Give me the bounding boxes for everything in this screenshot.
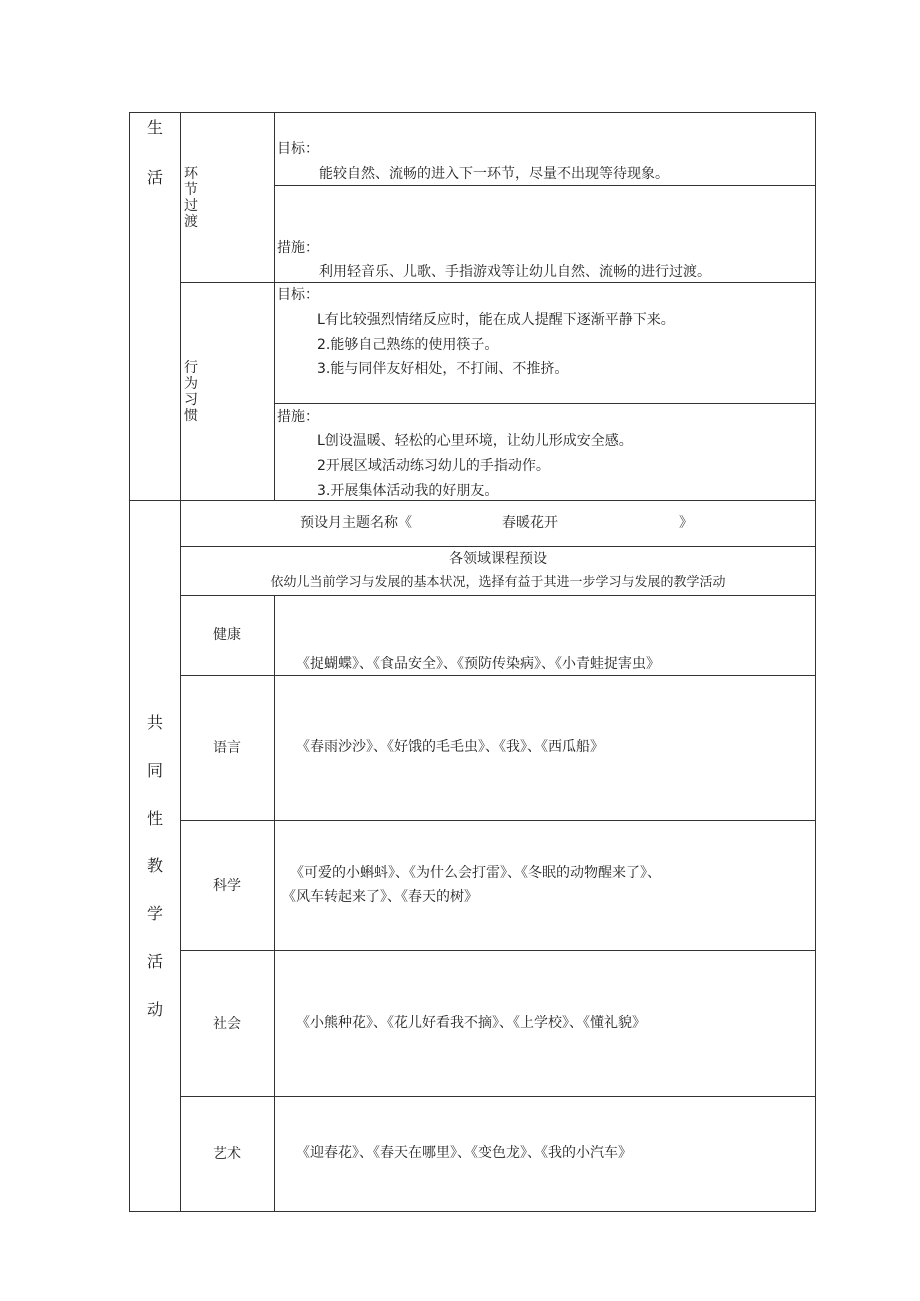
transition-goal-title: 目标： — [277, 141, 319, 157]
common-section-label-char-1: 共 — [146, 713, 163, 732]
transition-label: 环节过渡 — [184, 166, 198, 230]
domain-activities-health: 《捉蝴蝶》、《食品安全》、《预防传染病》、《小青蛙捉害虫》 — [296, 656, 660, 672]
common-section-label-char-2: 同 — [146, 761, 163, 780]
domain-activities-science-line2: 《风车转起来了》、《春天的树》 — [282, 889, 478, 905]
behavior-goal-item: 3.能与同伴友好相处，不打闹、不推挤。 — [317, 361, 569, 377]
col-divider-2-lower — [274, 595, 275, 1212]
row-divider-health — [180, 675, 816, 676]
common-section-label-char-6: 活 — [146, 952, 163, 971]
domain-name-science: 科学 — [213, 878, 241, 894]
domain-name-society: 社会 — [213, 1016, 241, 1032]
col-divider-1 — [180, 112, 181, 1212]
domains-title: 各领域课程预设 — [449, 551, 547, 567]
behavior-goal-title: 目标： — [277, 287, 319, 303]
domain-activities-society: 《小熊种花》、《花儿好看我不摘》、《上学校》、《懂礼貌》 — [296, 1015, 646, 1031]
domain-name-language: 语言 — [213, 740, 241, 756]
behavior-measure-item: 2开展区域活动练习幼儿的手指动作。 — [317, 458, 550, 474]
theme-suffix: 》 — [679, 515, 693, 531]
col-divider-2-upper — [274, 112, 275, 501]
row-divider-language — [180, 820, 816, 821]
table-border-left — [129, 112, 130, 1212]
table-border-bottom — [129, 1211, 816, 1212]
theme-name: 春暖花开 — [502, 515, 558, 531]
transition-goal-text: 能较自然、流畅的进入下一环节，尽量不出现等待现象。 — [319, 166, 669, 182]
behavior-goal-item: L有比较强烈情绪反应时，能在成人提醒下逐渐平静下来。 — [317, 312, 675, 328]
row-divider-transition-inner — [274, 185, 816, 186]
row-divider-section — [129, 500, 816, 501]
row-divider-theme — [180, 546, 816, 547]
behavior-measure-item: 3.开展集体活动我的好朋友。 — [317, 483, 499, 499]
theme-prefix: 预设月主题名称《 — [300, 515, 412, 531]
table-border-top — [129, 112, 816, 113]
transition-measure-text: 利用轻音乐、儿歌、手指游戏等让幼儿自然、流畅的进行过渡。 — [319, 264, 711, 280]
row-divider-transition-behavior — [180, 282, 816, 283]
common-section-label-char-3: 性 — [146, 809, 163, 828]
transition-measure-title: 措施： — [277, 240, 319, 256]
domain-name-art: 艺术 — [213, 1146, 241, 1162]
row-divider-science — [180, 950, 816, 951]
behavior-measure-title: 措施： — [277, 409, 319, 425]
common-section-label-char-5: 学 — [146, 904, 163, 923]
life-section-label-char-1: 生 — [146, 118, 163, 137]
common-section-label-char-4: 教 — [146, 856, 163, 875]
domain-name-health: 健康 — [213, 627, 241, 643]
behavior-label: 行为习惯 — [184, 360, 198, 424]
behavior-measure-item: L创设温暖、轻松的心里环境，让幼儿形成安全感。 — [317, 433, 633, 449]
life-section-label-char-2: 活 — [146, 168, 163, 187]
table-border-right — [815, 112, 816, 1212]
row-divider-society — [180, 1096, 816, 1097]
common-section-label-char-7: 动 — [146, 1000, 163, 1019]
domains-subtitle: 依幼儿当前学习与发展的基本状况，选择有益于其进一步学习与发展的教学活动 — [270, 575, 726, 590]
domain-activities-art: 《迎春花》、《春天在哪里》、《变色龙》、《我的小汽车》 — [296, 1145, 632, 1161]
row-divider-behavior-inner — [274, 403, 816, 404]
domain-activities-science-line1: 《可爱的小蝌蚪》、《为什么会打雷》、《冬眠的动物醒来了》、 — [290, 865, 661, 881]
row-divider-domains-header — [180, 595, 816, 596]
behavior-goal-item: 2.能够自己熟练的使用筷子。 — [317, 337, 499, 353]
domain-activities-language: 《春雨沙沙》、《好饿的毛毛虫》、《我》、《西瓜船》 — [296, 739, 604, 755]
